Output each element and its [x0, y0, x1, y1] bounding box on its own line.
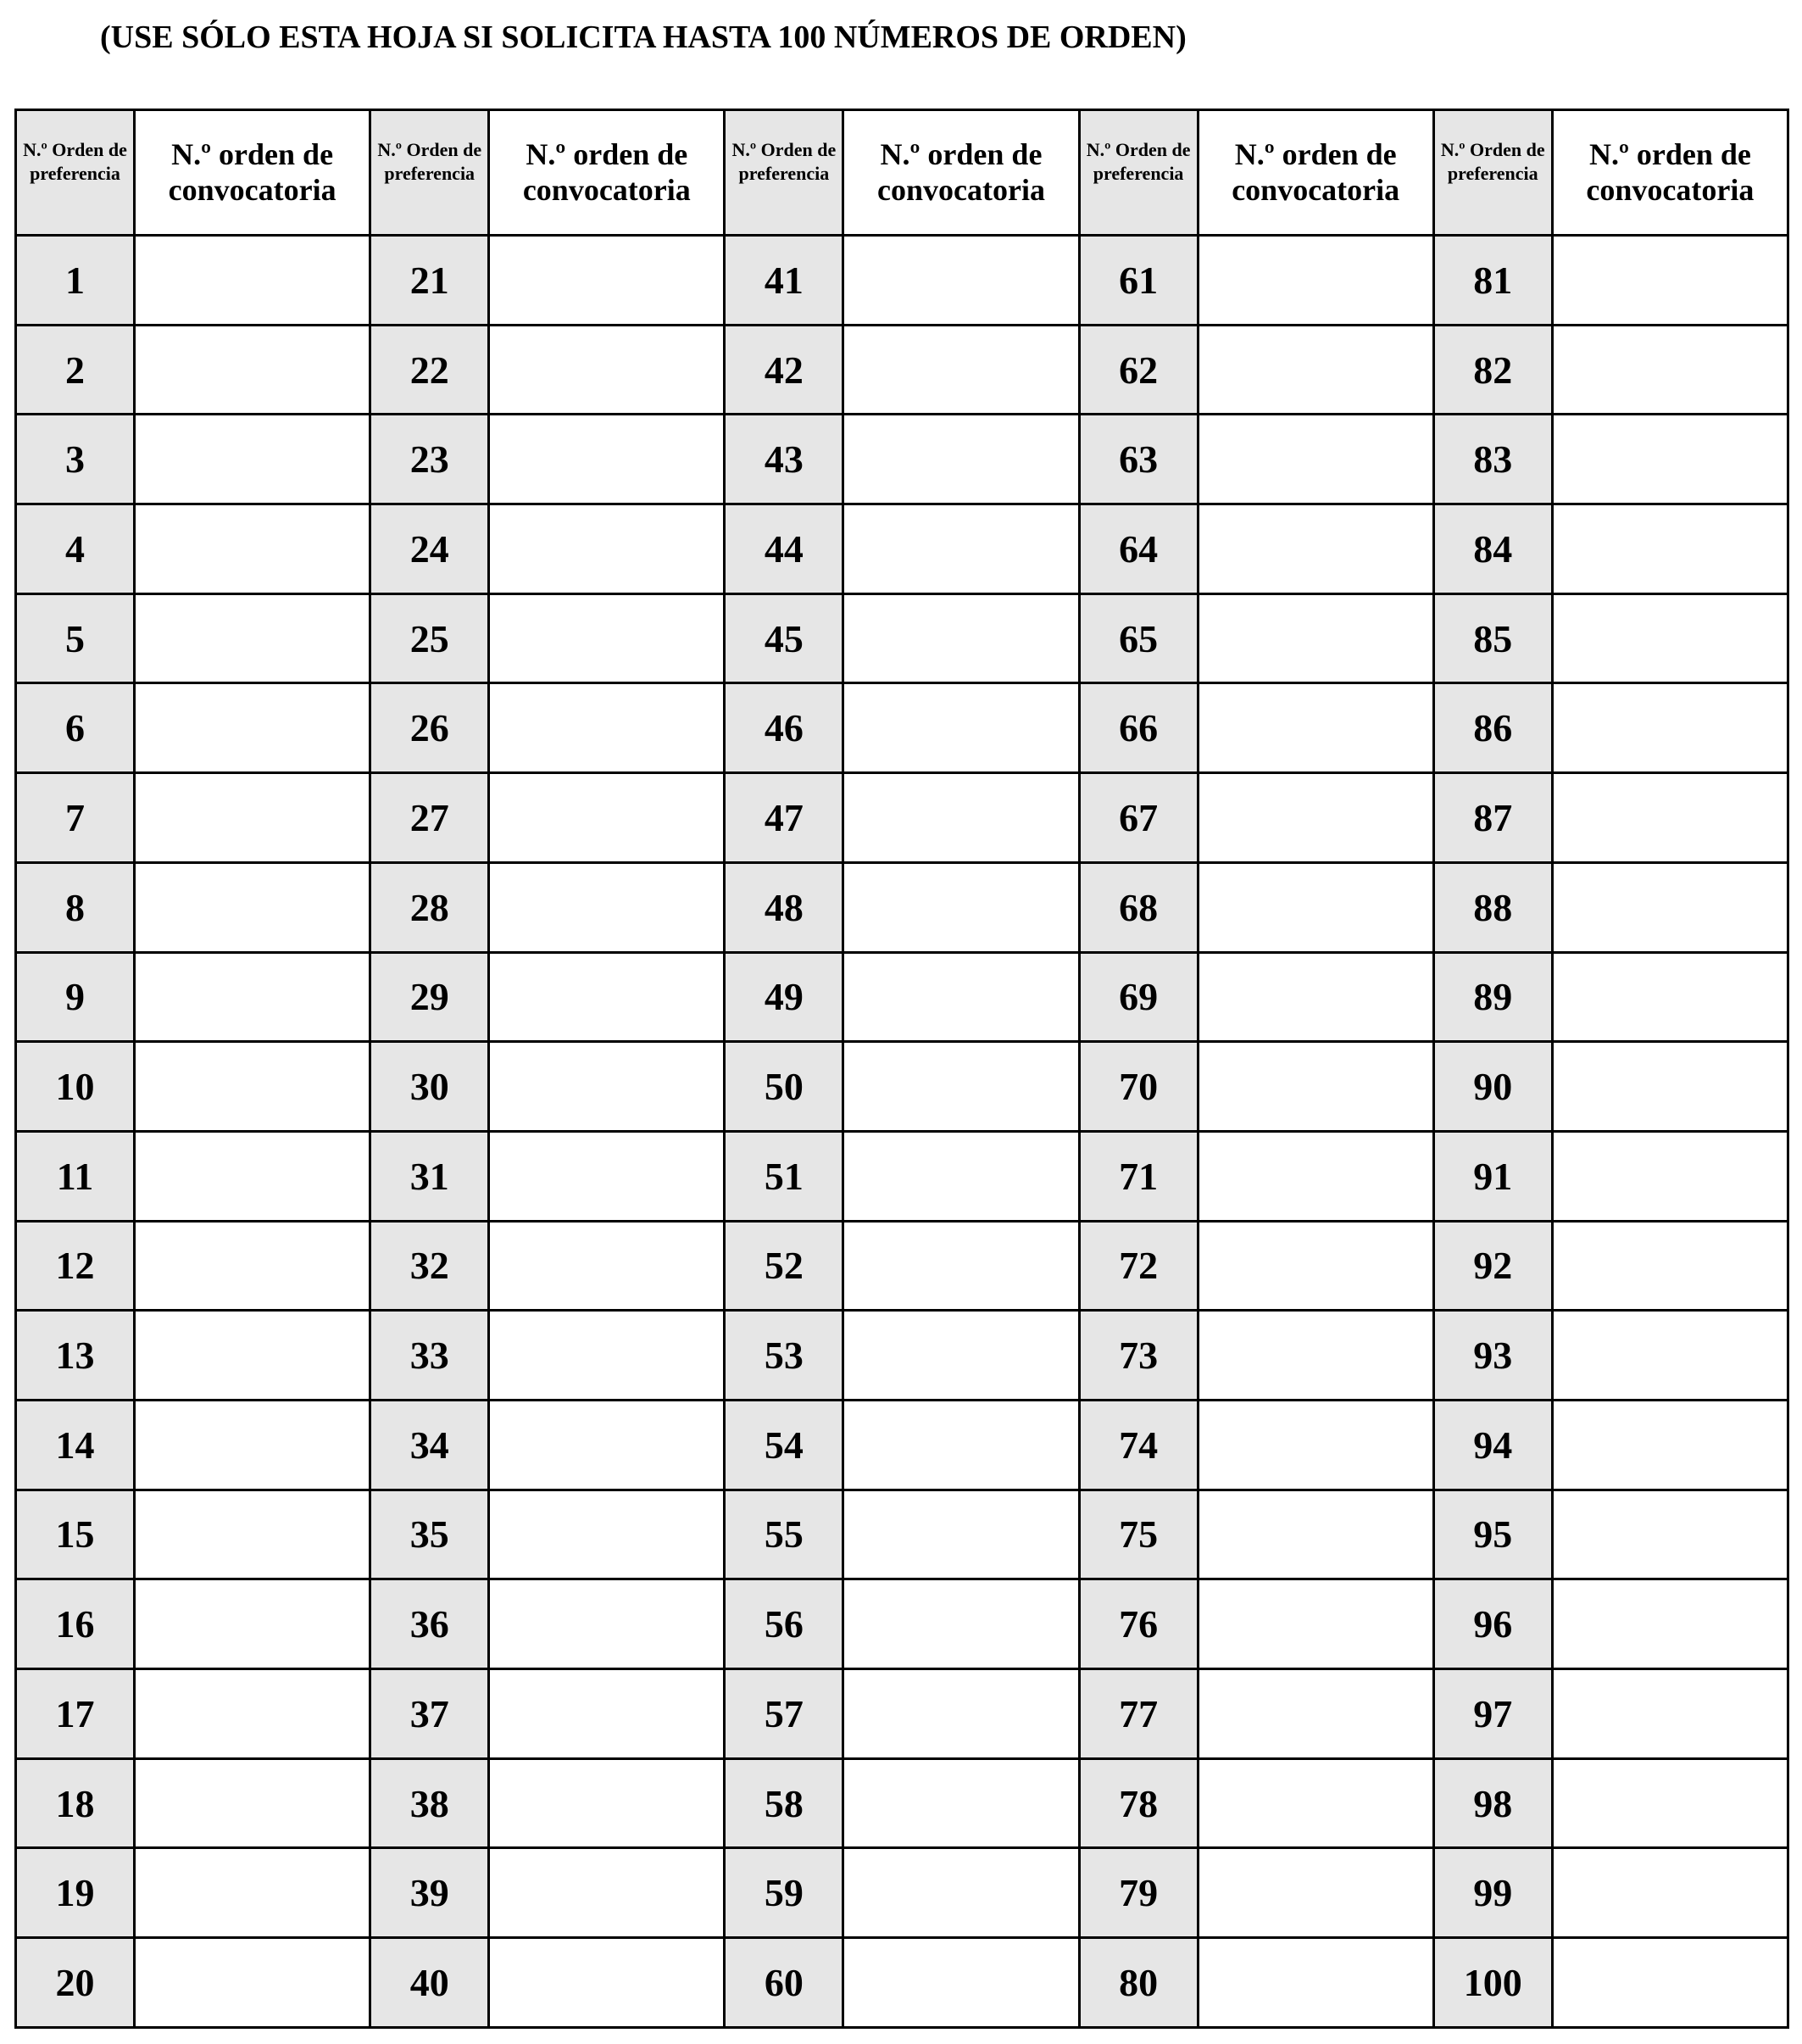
convocation-number-field[interactable]	[1198, 773, 1433, 863]
convocation-number-field[interactable]	[1198, 1042, 1433, 1132]
table-row	[16, 1669, 1788, 1759]
preference-number: 23	[370, 415, 489, 504]
preference-table	[14, 109, 1789, 2029]
convocation-number-field[interactable]	[1198, 325, 1433, 415]
preference-number: 8	[16, 862, 135, 952]
preference-number: 3	[16, 415, 135, 504]
preference-number: 42	[725, 325, 843, 415]
convocation-number-field[interactable]	[1198, 1490, 1433, 1579]
convocation-number-field[interactable]	[135, 862, 370, 952]
convocation-number-field[interactable]	[135, 952, 370, 1042]
convocation-number-field[interactable]	[1552, 415, 1788, 504]
convocation-number-field[interactable]	[489, 415, 725, 504]
preference-number: 26	[370, 683, 489, 773]
preference-number: 13	[16, 1311, 135, 1401]
convocation-number-field[interactable]	[1198, 1579, 1433, 1669]
convocation-number-field[interactable]	[843, 1758, 1079, 1848]
preference-number: 78	[1079, 1758, 1198, 1848]
convocation-number-field[interactable]	[489, 1938, 725, 2028]
preference-number: 86	[1433, 683, 1552, 773]
preference-number: 31	[370, 1131, 489, 1221]
convocation-number-field[interactable]	[135, 1579, 370, 1669]
convocation-number-field[interactable]	[843, 683, 1079, 773]
preference-number: 22	[370, 325, 489, 415]
table-row	[16, 415, 1788, 504]
convocation-number-field[interactable]	[135, 1669, 370, 1759]
table-row	[16, 952, 1788, 1042]
header-preference-number: N.º Orden de preferencia	[370, 110, 489, 236]
convocation-number-field[interactable]	[843, 325, 1079, 415]
convocation-number-field[interactable]	[1552, 1311, 1788, 1401]
convocation-number-field[interactable]	[843, 504, 1079, 594]
preference-number: 73	[1079, 1311, 1198, 1401]
preference-number: 32	[370, 1221, 489, 1311]
preference-number: 54	[725, 1400, 843, 1490]
convocation-number-field[interactable]	[843, 1400, 1079, 1490]
convocation-number-field[interactable]	[135, 236, 370, 326]
preference-number: 100	[1433, 1938, 1552, 2028]
convocation-number-field[interactable]	[135, 1848, 370, 1938]
preference-number: 77	[1079, 1669, 1198, 1759]
preference-number: 11	[16, 1131, 135, 1221]
preference-number: 93	[1433, 1311, 1552, 1401]
preference-number: 72	[1079, 1221, 1198, 1311]
convocation-number-field[interactable]	[489, 236, 725, 326]
preference-number: 55	[725, 1490, 843, 1579]
preference-number: 49	[725, 952, 843, 1042]
preference-number: 62	[1079, 325, 1198, 415]
preference-number: 17	[16, 1669, 135, 1759]
preference-number: 98	[1433, 1758, 1552, 1848]
table-row	[16, 1042, 1788, 1132]
preference-number: 82	[1433, 325, 1552, 415]
preference-number: 2	[16, 325, 135, 415]
convocation-number-field[interactable]	[1552, 1400, 1788, 1490]
preference-number: 95	[1433, 1490, 1552, 1579]
preference-number: 64	[1079, 504, 1198, 594]
table-row	[16, 1221, 1788, 1311]
convocation-number-field[interactable]	[1198, 1669, 1433, 1759]
preference-number: 20	[16, 1938, 135, 2028]
preference-number: 59	[725, 1848, 843, 1938]
convocation-number-field[interactable]	[843, 1490, 1079, 1579]
preference-number: 88	[1433, 862, 1552, 952]
convocation-number-field[interactable]	[135, 773, 370, 863]
preference-number: 90	[1433, 1042, 1552, 1132]
convocation-number-field[interactable]	[489, 1579, 725, 1669]
preference-number: 85	[1433, 593, 1552, 683]
preference-number: 36	[370, 1579, 489, 1669]
convocation-number-field[interactable]	[843, 1669, 1079, 1759]
convocation-number-field[interactable]	[1552, 1669, 1788, 1759]
table-row	[16, 593, 1788, 683]
preference-number: 45	[725, 593, 843, 683]
convocation-number-field[interactable]	[1198, 1938, 1433, 2028]
convocation-number-field[interactable]	[489, 1311, 725, 1401]
convocation-number-field[interactable]	[1552, 773, 1788, 863]
table-row	[16, 1311, 1788, 1401]
preference-number: 24	[370, 504, 489, 594]
convocation-number-field[interactable]	[843, 952, 1079, 1042]
header-preference-number: N.º Orden de preferencia	[16, 110, 135, 236]
header-convocation-number: N.º orden de convocatoria	[135, 110, 370, 236]
convocation-number-field[interactable]	[135, 1490, 370, 1579]
preference-number: 94	[1433, 1400, 1552, 1490]
convocation-number-field[interactable]	[843, 1131, 1079, 1221]
header-preference-number: N.º Orden de preferencia	[725, 110, 843, 236]
convocation-number-field[interactable]	[1552, 1758, 1788, 1848]
convocation-number-field[interactable]	[1198, 683, 1433, 773]
preference-number: 81	[1433, 236, 1552, 326]
convocation-number-field[interactable]	[489, 952, 725, 1042]
header-convocation-number: N.º orden de convocatoria	[843, 110, 1079, 236]
preference-number: 27	[370, 773, 489, 863]
preference-number: 92	[1433, 1221, 1552, 1311]
preference-number: 66	[1079, 683, 1198, 773]
convocation-number-field[interactable]	[1198, 1221, 1433, 1311]
table-row	[16, 1400, 1788, 1490]
convocation-number-field[interactable]	[135, 1311, 370, 1401]
preference-number: 28	[370, 862, 489, 952]
page-title: (USE SÓLO ESTA HOJA SI SOLICITA HASTA 100 NÚMEROS DE ORDEN)	[100, 19, 1187, 55]
convocation-number-field[interactable]	[135, 1131, 370, 1221]
convocation-number-field[interactable]	[135, 1400, 370, 1490]
convocation-number-field[interactable]	[843, 1579, 1079, 1669]
convocation-number-field[interactable]	[843, 1042, 1079, 1132]
preference-number: 30	[370, 1042, 489, 1132]
convocation-number-field[interactable]	[843, 415, 1079, 504]
table-row	[16, 1579, 1788, 1669]
header-convocation-number: N.º orden de convocatoria	[489, 110, 725, 236]
preference-number: 4	[16, 504, 135, 594]
preference-number: 16	[16, 1579, 135, 1669]
preference-number: 83	[1433, 415, 1552, 504]
preference-number: 9	[16, 952, 135, 1042]
convocation-number-field[interactable]	[1552, 1042, 1788, 1132]
preference-number: 7	[16, 773, 135, 863]
table-row	[16, 1490, 1788, 1579]
preference-number: 53	[725, 1311, 843, 1401]
preference-number: 84	[1433, 504, 1552, 594]
table-row	[16, 1758, 1788, 1848]
convocation-number-field[interactable]	[489, 325, 725, 415]
convocation-number-field[interactable]	[1552, 593, 1788, 683]
preference-number: 25	[370, 593, 489, 683]
preference-number: 52	[725, 1221, 843, 1311]
convocation-number-field[interactable]	[489, 1131, 725, 1221]
convocation-number-field[interactable]	[843, 1848, 1079, 1938]
convocation-number-field[interactable]	[489, 593, 725, 683]
convocation-number-field[interactable]	[135, 1758, 370, 1848]
preference-number: 18	[16, 1758, 135, 1848]
preference-number: 43	[725, 415, 843, 504]
convocation-number-field[interactable]	[135, 504, 370, 594]
convocation-number-field[interactable]	[135, 415, 370, 504]
preference-number: 57	[725, 1669, 843, 1759]
preference-number: 75	[1079, 1490, 1198, 1579]
convocation-number-field[interactable]	[1552, 1579, 1788, 1669]
convocation-number-field[interactable]	[1198, 504, 1433, 594]
preference-number: 97	[1433, 1669, 1552, 1759]
preference-number: 37	[370, 1669, 489, 1759]
preference-number: 80	[1079, 1938, 1198, 2028]
table-row	[16, 236, 1788, 326]
table-row	[16, 1938, 1788, 2028]
convocation-number-field[interactable]	[1198, 593, 1433, 683]
convocation-number-field[interactable]	[1198, 236, 1433, 326]
convocation-number-field[interactable]	[843, 773, 1079, 863]
preference-number: 5	[16, 593, 135, 683]
convocation-number-field[interactable]	[1552, 236, 1788, 326]
convocation-number-field[interactable]	[489, 1400, 725, 1490]
convocation-number-field[interactable]	[1552, 1938, 1788, 2028]
header-preference-number: N.º Orden de preferencia	[1079, 110, 1198, 236]
preference-number: 46	[725, 683, 843, 773]
convocation-number-field[interactable]	[489, 1042, 725, 1132]
preference-number: 47	[725, 773, 843, 863]
table-row	[16, 325, 1788, 415]
header-preference-number: N.º Orden de preferencia	[1433, 110, 1552, 236]
convocation-number-field[interactable]	[1552, 1490, 1788, 1579]
convocation-number-field[interactable]	[1552, 683, 1788, 773]
convocation-number-field[interactable]	[489, 862, 725, 952]
preference-number: 15	[16, 1490, 135, 1579]
convocation-number-field[interactable]	[1198, 862, 1433, 952]
convocation-number-field[interactable]	[135, 593, 370, 683]
preference-number: 19	[16, 1848, 135, 1938]
preference-number: 68	[1079, 862, 1198, 952]
preference-number: 76	[1079, 1579, 1198, 1669]
convocation-number-field[interactable]	[489, 1669, 725, 1759]
convocation-number-field[interactable]	[489, 1758, 725, 1848]
preference-number: 71	[1079, 1131, 1198, 1221]
convocation-number-field[interactable]	[843, 593, 1079, 683]
convocation-number-field[interactable]	[135, 1221, 370, 1311]
convocation-number-field[interactable]	[843, 236, 1079, 326]
convocation-number-field[interactable]	[1552, 1221, 1788, 1311]
preference-number: 21	[370, 236, 489, 326]
preference-number: 12	[16, 1221, 135, 1311]
convocation-number-field[interactable]	[489, 1221, 725, 1311]
preference-number: 29	[370, 952, 489, 1042]
preference-number: 91	[1433, 1131, 1552, 1221]
convocation-number-field[interactable]	[489, 773, 725, 863]
convocation-number-field[interactable]	[489, 504, 725, 594]
convocation-number-field[interactable]	[489, 1848, 725, 1938]
convocation-number-field[interactable]	[1198, 1848, 1433, 1938]
preference-number: 48	[725, 862, 843, 952]
preference-number: 10	[16, 1042, 135, 1132]
convocation-number-field[interactable]	[135, 1938, 370, 2028]
convocation-number-field[interactable]	[489, 683, 725, 773]
table-row	[16, 773, 1788, 863]
preference-number: 51	[725, 1131, 843, 1221]
preference-number: 40	[370, 1938, 489, 2028]
preference-number: 74	[1079, 1400, 1198, 1490]
convocation-number-field[interactable]	[1198, 1131, 1433, 1221]
preference-number: 1	[16, 236, 135, 326]
preference-number: 70	[1079, 1042, 1198, 1132]
convocation-number-field[interactable]	[1198, 415, 1433, 504]
preference-number: 65	[1079, 593, 1198, 683]
convocation-number-field[interactable]	[1552, 504, 1788, 594]
convocation-number-field[interactable]	[1198, 1311, 1433, 1401]
convocation-number-field[interactable]	[1552, 1848, 1788, 1938]
preference-number: 87	[1433, 773, 1552, 863]
convocation-number-field[interactable]	[843, 1311, 1079, 1401]
convocation-number-field[interactable]	[135, 1042, 370, 1132]
preference-number: 38	[370, 1758, 489, 1848]
preference-number: 33	[370, 1311, 489, 1401]
convocation-number-field[interactable]	[1552, 862, 1788, 952]
preference-number: 34	[370, 1400, 489, 1490]
preference-number: 60	[725, 1938, 843, 2028]
convocation-number-field[interactable]	[135, 683, 370, 773]
preference-number: 39	[370, 1848, 489, 1938]
preference-number: 35	[370, 1490, 489, 1579]
preference-number: 63	[1079, 415, 1198, 504]
convocation-number-field[interactable]	[135, 325, 370, 415]
preference-number: 58	[725, 1758, 843, 1848]
convocation-number-field[interactable]	[843, 1221, 1079, 1311]
preference-number: 69	[1079, 952, 1198, 1042]
convocation-number-field[interactable]	[843, 1938, 1079, 2028]
convocation-number-field[interactable]	[1198, 1400, 1433, 1490]
preference-number: 89	[1433, 952, 1552, 1042]
preference-number: 67	[1079, 773, 1198, 863]
convocation-number-field[interactable]	[843, 862, 1079, 952]
preference-number: 14	[16, 1400, 135, 1490]
preference-number: 41	[725, 236, 843, 326]
preference-number: 56	[725, 1579, 843, 1669]
header-convocation-number: N.º orden de convocatoria	[1552, 110, 1788, 236]
table-row	[16, 1131, 1788, 1221]
preference-number: 50	[725, 1042, 843, 1132]
preference-number: 99	[1433, 1848, 1552, 1938]
preference-number: 44	[725, 504, 843, 594]
table-row	[16, 862, 1788, 952]
preference-number: 6	[16, 683, 135, 773]
convocation-number-field[interactable]	[1552, 1131, 1788, 1221]
convocation-number-field[interactable]	[1198, 952, 1433, 1042]
preference-number: 79	[1079, 1848, 1198, 1938]
convocation-number-field[interactable]	[1198, 1758, 1433, 1848]
convocation-number-field[interactable]	[1552, 325, 1788, 415]
convocation-number-field[interactable]	[489, 1490, 725, 1579]
convocation-number-field[interactable]	[1552, 952, 1788, 1042]
preference-number: 61	[1079, 236, 1198, 326]
table-row	[16, 683, 1788, 773]
preference-number: 96	[1433, 1579, 1552, 1669]
table-row	[16, 1848, 1788, 1938]
header-row	[16, 110, 1788, 236]
table-row	[16, 504, 1788, 594]
header-convocation-number: N.º orden de convocatoria	[1198, 110, 1433, 236]
